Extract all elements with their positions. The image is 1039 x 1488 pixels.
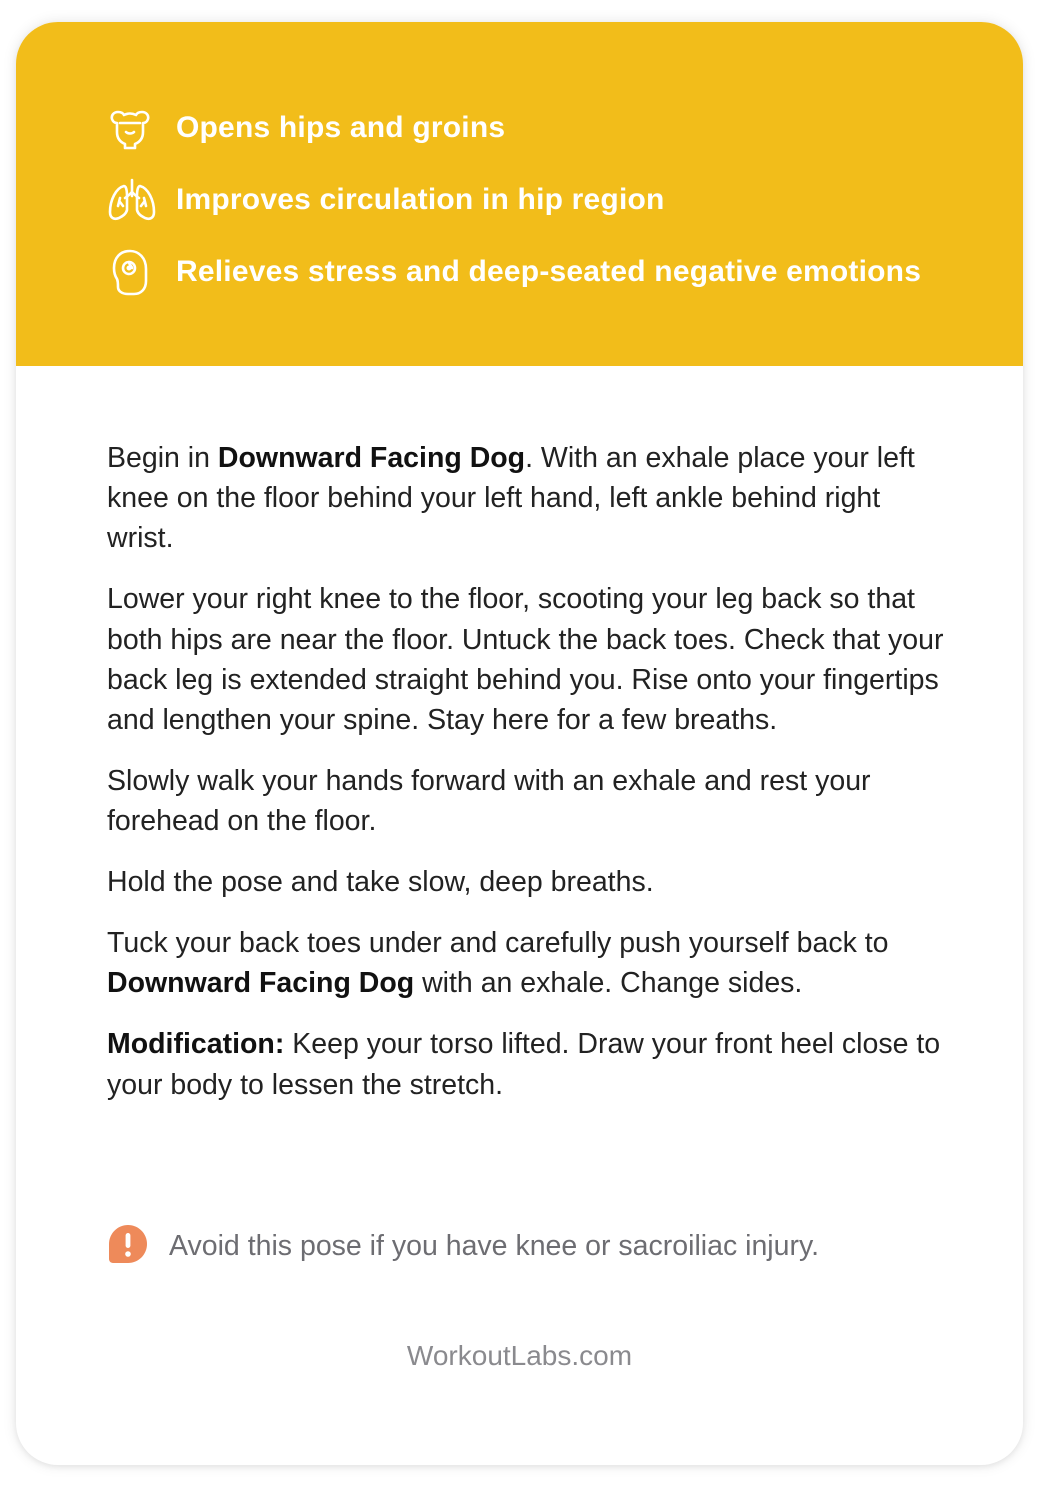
- warning-row: [107, 1224, 819, 1268]
- pose-reference: Downward Facing Dog: [217, 442, 526, 474]
- benefit-item: [106, 247, 921, 297]
- lungs-icon: [106, 175, 158, 225]
- warning-text: Avoid this pose if you have knee or sacroiliac injury.: [169, 1229, 820, 1262]
- modification-note: Modification: Keep your torso lifted. Draw your front heel close to your body to lessen the stretch.: [107, 1028, 941, 1101]
- pose-card: [16, 22, 1023, 1465]
- benefit-label: Improves circulation in hip region: [176, 183, 665, 216]
- instructions: [107, 438, 947, 1126]
- instruction-step: Slowly walk your hands forward with an exhale and rest your forehead on the floor.: [107, 765, 871, 838]
- footer-site-name: WorkoutLabs.com: [406, 1340, 633, 1371]
- instruction-step: Tuck your back toes under and carefully push yourself back to Downward Facing Dog with an exhale. Change sides.: [107, 927, 889, 1000]
- modification-label: Modification:: [107, 1028, 285, 1061]
- benefit-label: Relieves stress and deep-seated negative emotions: [176, 255, 922, 288]
- head-mind-icon: [106, 247, 158, 297]
- benefit-label: Opens hips and groins: [176, 111, 506, 144]
- instruction-step: Begin in Downward Facing Dog. With an exhale place your left knee on the floor behind your left hand, left ankle behind right wrist.: [107, 442, 915, 555]
- pose-reference: Downward Facing Dog: [107, 967, 415, 1000]
- instruction-step: Hold the pose and take slow, deep breaths.: [107, 866, 654, 899]
- instruction-step: Lower your right knee to the floor, scooting your leg back so that both hips are near the floor. Untuck the back toes. Check that your back leg is extended straight behind you. Rise onto your fingertips and lengthen your spine. Stay here for a few breaths.: [107, 583, 944, 737]
- benefit-item: [106, 175, 665, 225]
- benefits-header: [16, 22, 1023, 366]
- benefit-item: [106, 103, 505, 153]
- hip-icon: [106, 103, 158, 153]
- warning-exclamation-icon: [107, 1223, 149, 1270]
